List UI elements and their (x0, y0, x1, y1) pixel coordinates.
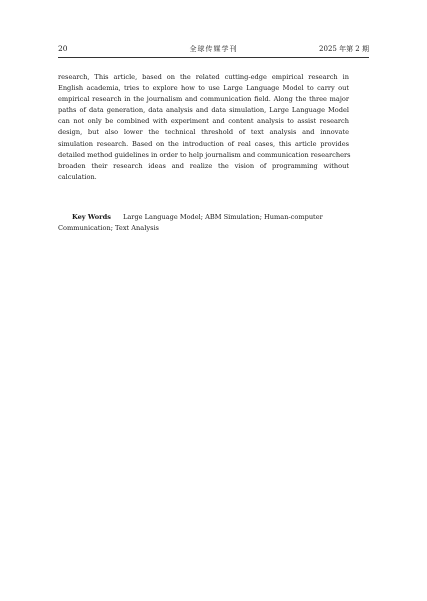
keywords-line: Communication; Text Analysis (58, 224, 159, 233)
keywords-line (58, 212, 349, 223)
keywords-label: Key Words (72, 213, 111, 221)
abstract-line: design, but also lower the technical threshold of text analysis and innovate (58, 128, 349, 137)
abstract-line: research, This article, based on the related cutting-edge empirical research in (58, 73, 349, 81)
abstract-line: paths of data generation, data analysis and data simulation, Large Language Model (58, 106, 349, 115)
header-rule (58, 57, 369, 58)
abstract-line: English academia, tries to explore how to use Large Language Model to carry out (58, 84, 349, 93)
page-number: 20 (58, 44, 68, 53)
abstract-line: detailed method guidelines in order to help journalism and communication researchers (58, 150, 351, 159)
abstract-line: calculation. (58, 172, 97, 181)
abstract-line: can not only be combined with experiment and content analysis to assist research (58, 117, 349, 126)
abstract-line: empirical research in the journalism and communication field. Along the three major (58, 95, 349, 104)
abstract-line: simulation research. Based on the introduction of real cases, this article provides (58, 139, 349, 148)
issue-label: 2025 年第 2 期 (319, 45, 369, 53)
keywords-block (58, 212, 349, 234)
journal-title: 全球传媒学刊 (189, 45, 238, 53)
abstract-body (58, 72, 349, 183)
running-header (58, 43, 369, 55)
abstract-line: broaden their research ideas and realize the vision of programming without (58, 161, 349, 170)
keywords-text: Large Language Model; ABM Simulation; Human-computer (122, 213, 323, 221)
